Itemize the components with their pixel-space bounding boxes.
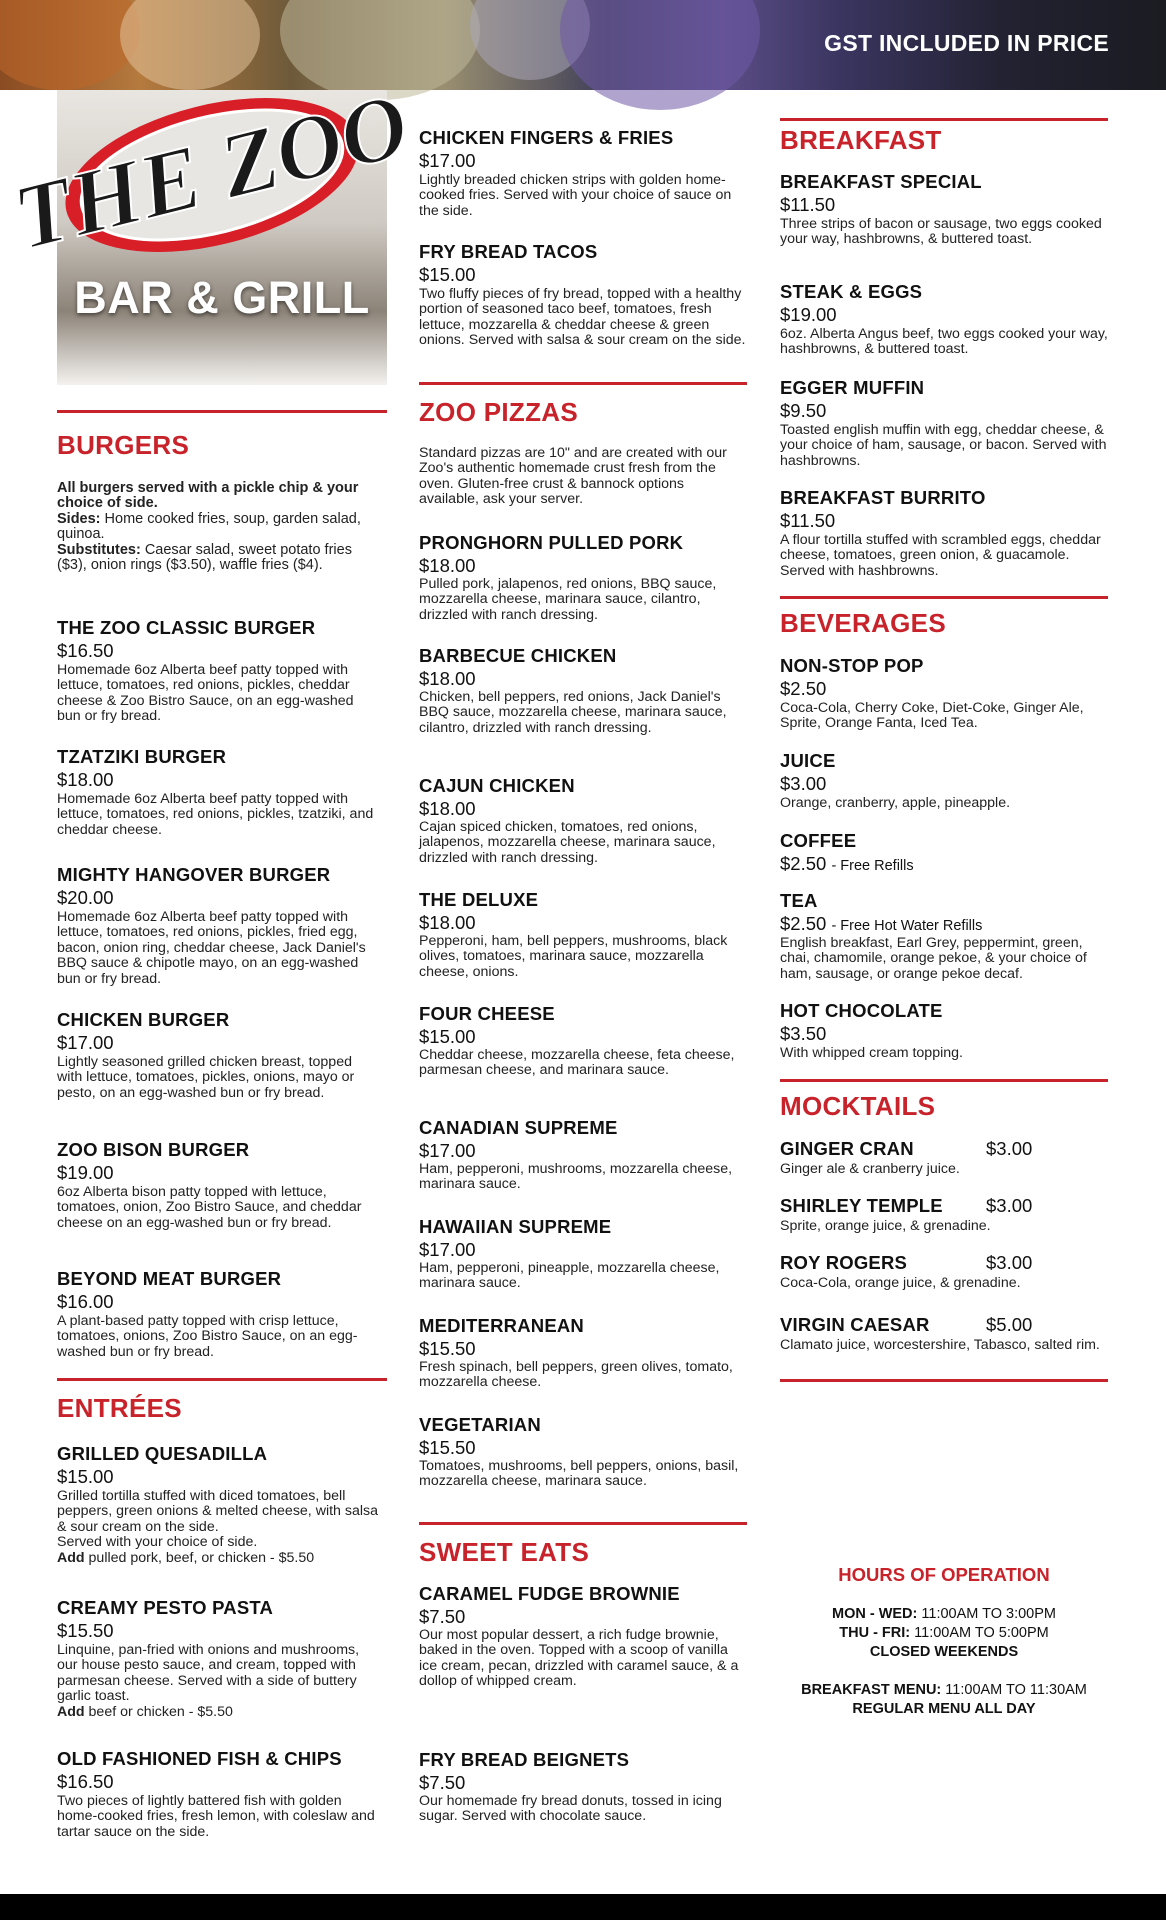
section-title-beverages: BEVERAGES: [780, 608, 946, 638]
menu-item-extra: Served with your choice of side.: [57, 1534, 258, 1551]
gst-note: GST INCLUDED IN PRICE: [824, 30, 1109, 56]
menu-item-desc: Clamato juice, worcestershire, Tabasco, salted rim.: [780, 1337, 1100, 1353]
footer-bar: [0, 1894, 1166, 1920]
menu-item-price: $17.00: [57, 1032, 114, 1053]
subs-label: Substitutes:: [57, 541, 141, 558]
menu-item-name: ZOO BISON BURGER: [57, 1139, 250, 1160]
menu-item-price: $17.00: [419, 1140, 476, 1161]
menu-item-desc: Our homemade fry bread donuts, tossed in icing sugar. Served with chocolate sauce.: [419, 1793, 722, 1825]
menu-item-price: $7.50: [419, 1606, 466, 1627]
logo-ring-graphic: [4, 73, 419, 270]
menu-item-name: VEGETARIAN: [419, 1414, 541, 1435]
menu-item-desc: Two pieces of lightly battered fish with golden home-cooked fries, fresh lemon, with coleslaw and tartar sauce on the side.: [57, 1793, 375, 1840]
menu-item-price: $11.50: [780, 510, 836, 531]
menu-item-desc: A plant-based patty topped with crisp lettuce, tomatoes, onions, Zoo Bistro Sauce, on an egg-washed bun or fry bread.: [57, 1313, 358, 1360]
menu-item-price: $3.00: [986, 1138, 1033, 1159]
menu-item-desc: Fresh spinach, bell peppers, green olives, tomato, mozzarella cheese.: [419, 1359, 733, 1391]
menu-item-name: FRY BREAD TACOS: [419, 241, 598, 262]
menu-item-desc: English breakfast, Earl Grey, peppermint, green, chai, chamomile, orange pekoe, & your choice of ham, sausage, or orange pekoe decaf.: [780, 935, 1087, 982]
menu-item-name: OLD FASHIONED FISH & CHIPS: [57, 1748, 342, 1769]
menu-item-desc: Cajan spiced chicken, tomatoes, red onions, jalapenos, mozzarella cheese, marinara sauce, drizzled with ranch dressing.: [419, 819, 716, 866]
hours-label: THU - FRI:: [839, 1625, 911, 1641]
menu-item-price: $15.00: [419, 264, 476, 285]
sides-label: Sides:: [57, 510, 101, 527]
menu-item-desc: Homemade 6oz Alberta beef patty topped with lettuce, tomatoes, red onions, pickles, tzatziki, and cheddar cheese.: [57, 791, 374, 838]
hours-value: 11:00AM TO 11:30AM: [945, 1682, 1087, 1698]
menu-item-price: $16.00: [57, 1291, 114, 1312]
menu-item-price: $17.00: [419, 150, 476, 171]
hours-weekends: CLOSED WEEKENDS: [869, 1644, 1019, 1660]
menu-item-price: $19.00: [780, 304, 837, 325]
menu-item-desc: Cheddar cheese, mozzarella cheese, feta cheese, parmesan cheese, and marinara sauce.: [419, 1047, 735, 1079]
menu-item-price: $3.00: [780, 773, 827, 794]
menu-item-price: $3.00: [986, 1195, 1033, 1216]
section-rule: [419, 382, 747, 385]
menu-item-price: $18.00: [57, 769, 114, 790]
menu-item-desc: Coca-Cola, orange juice, & grenadine.: [780, 1275, 1021, 1291]
menu-item-name: EGGER MUFFIN: [780, 377, 925, 398]
menu-item-desc: A flour tortilla stuffed with scrambled eggs, cheddar cheese, tomatoes, green onion, & guacamole. Served with hashbrowns.: [780, 532, 1101, 579]
menu-item-price: $19.00: [57, 1162, 114, 1183]
hours-value: 11:00AM TO 5:00PM: [914, 1625, 1049, 1641]
menu-item-price: $3.50: [780, 1023, 827, 1044]
menu-item-name: CARAMEL FUDGE BROWNIE: [419, 1583, 680, 1604]
menu-item-desc: Homemade 6oz Alberta beef patty topped with lettuce, tomatoes, red onions, pickles, fried egg, bacon, onion ring, cheddar cheese, Jack Daniel's BBQ sauce & chipotle mayo, on an egg-washed bun or fry bread.: [57, 909, 366, 987]
menu-item-price: $2.50: [780, 913, 827, 934]
menu-item-name: TZATZIKI BURGER: [57, 746, 227, 767]
add-text: pulled pork, beef, or chicken - $5.50: [88, 1549, 315, 1566]
menu-item-name: CANADIAN SUPREME: [419, 1117, 618, 1138]
menu-item-name: CAJUN CHICKEN: [419, 775, 575, 796]
menu-item-name: SHIRLEY TEMPLE: [780, 1195, 943, 1216]
menu-item-desc: Toasted english muffin with egg, cheddar cheese, & your choice of ham, sausage, or bacon. Served with hashbrowns.: [780, 422, 1107, 469]
section-rule: [57, 410, 387, 413]
menu-item-price: $3.00: [986, 1252, 1033, 1273]
menu-item-desc: Ginger ale & cranberry juice.: [780, 1161, 960, 1177]
menu-item-price: $11.50: [780, 194, 836, 215]
menu-item-price: $18.00: [419, 668, 476, 689]
menu-item-desc: Coca-Cola, Cherry Coke, Diet-Coke, Ginger Ale, Sprite, Orange Fanta, Iced Tea.: [780, 700, 1084, 732]
menu-item-name: NON-STOP POP: [780, 655, 924, 676]
menu-item-name: TEA: [780, 890, 818, 911]
pizzas-intro: Standard pizzas are 10" and are created with our Zoo's authentic homemade crust fresh from the oven. Gluten-free crust & bannock options available, ask your server.: [419, 445, 727, 508]
menu-item-name: HOT CHOCOLATE: [780, 1000, 943, 1021]
menu-item-price: $17.00: [419, 1239, 476, 1260]
add-label: Add: [57, 1703, 85, 1720]
menu-item-price: $18.00: [419, 798, 476, 819]
menu-item-name: COFFEE: [780, 830, 857, 851]
menu-item-name: FRY BREAD BEIGNETS: [419, 1749, 630, 1770]
subs-text: Caesar salad, sweet potato fries ($3), onion rings ($3.50), waffle fries ($4).: [57, 541, 352, 574]
menu-item-name: GRILLED QUESADILLA: [57, 1443, 268, 1464]
menu-item-price: $5.00: [986, 1314, 1033, 1335]
menu-item-price: $7.50: [419, 1772, 466, 1793]
menu-item-price: $20.00: [57, 887, 114, 908]
menu-item-desc: Lightly seasoned grilled chicken breast, topped with lettuce, tomatoes, pickles, onions, mayo or pesto, on an egg-washed bun or fry bread.: [57, 1054, 355, 1101]
menu-item-name: ROY ROGERS: [780, 1252, 908, 1273]
sides-text: Home cooked fries, soup, garden salad, quinoa.: [57, 510, 361, 543]
menu-item-name: GINGER CRAN: [780, 1138, 914, 1159]
menu-item-price: $9.50: [780, 400, 827, 421]
section-title-breakfast: BREAKFAST: [780, 125, 942, 155]
menu-item-desc: Sprite, orange juice, & grenadine.: [780, 1218, 991, 1234]
menu-item-desc: With whipped cream topping.: [780, 1045, 963, 1061]
menu-item-desc: Chicken, bell peppers, red onions, Jack Daniel's BBQ sauce, mozzarella cheese, marinara sauce, cilantro, drizzled with ranch dressing.: [419, 689, 727, 736]
menu-item-price: $18.00: [419, 912, 476, 933]
hours-label: BREAKFAST MENU:: [801, 1682, 942, 1698]
section-rule: [780, 1379, 1108, 1382]
menu-item-desc: Three strips of bacon or sausage, two eggs cooked your way, hashbrowns, & buttered toast.: [780, 216, 1102, 248]
menu-item-name: BARBECUE CHICKEN: [419, 645, 617, 666]
hours-label: MON - WED:: [831, 1606, 918, 1622]
add-label: Add: [57, 1549, 85, 1566]
menu-item-price: $15.50: [419, 1437, 476, 1458]
hours-value: 11:00AM TO 3:00PM: [921, 1606, 1056, 1622]
menu-item-name: THE ZOO CLASSIC BURGER: [57, 617, 316, 638]
menu-item-name: HAWAIIAN SUPREME: [419, 1216, 612, 1237]
section-rule: [780, 118, 1108, 121]
menu-item-desc: Linquine, pan-fried with onions and mushrooms, our house pesto sauce, and cream, topped with parmesan cheese. Served with a side of buttery garlic toast.: [57, 1642, 360, 1705]
menu-item-desc: Ham, pepperoni, mushrooms, mozzarella cheese, marinara sauce.: [419, 1161, 733, 1193]
menu-item-desc: Two fluffy pieces of fry bread, topped with a healthy portion of seasoned taco beef, tomatoes, fresh lettuce, mozzarella & cheddar cheese & green onions. Served with salsa & sour cream on the side.: [419, 286, 746, 349]
section-rule: [419, 1522, 747, 1525]
menu-item-name: VIRGIN CAESAR: [780, 1314, 930, 1335]
menu-item-name: BREAKFAST BURRITO: [780, 487, 986, 508]
menu-item-desc: Pepperoni, ham, bell peppers, mushrooms, black olives, tomatoes, marinara sauce, mozzarella cheese, onions.: [419, 933, 728, 980]
section-rule: [780, 1079, 1108, 1082]
menu-item-name: PRONGHORN PULLED PORK: [419, 532, 684, 553]
header-photo-banner: [0, 0, 1166, 90]
hours-regular: REGULAR MENU ALL DAY: [852, 1701, 1036, 1717]
menu-item-price: $16.50: [57, 1771, 114, 1792]
section-title-mocktails: MOCKTAILS: [780, 1091, 936, 1121]
menu-item-desc: Orange, cranberry, apple, pineapple.: [780, 795, 1011, 811]
section-rule: [57, 1378, 387, 1381]
menu-item-price: $15.00: [57, 1466, 114, 1487]
section-title-pizzas: ZOO PIZZAS: [419, 397, 578, 427]
menu-item-desc: Our most popular dessert, a rich fudge brownie, baked in the oven. Topped with a scoop of vanilla ice cream, pecan, drizzled with caramel sauce, & a dollop of whipped cream.: [419, 1627, 739, 1690]
menu-item-desc: Pulled pork, jalapenos, red onions, BBQ sauce, mozzarella cheese, marinara sauce, cilantro, drizzled with ranch dressing.: [419, 576, 717, 623]
menu-item-name: THE DELUXE: [419, 889, 539, 910]
menu-item-name: BEYOND MEAT BURGER: [57, 1268, 282, 1289]
hours-title: HOURS OF OPERATION: [838, 1564, 1050, 1585]
burgers-intro: All burgers served with a pickle chip & your choice of side.: [57, 480, 359, 512]
menu-item-price: $15.50: [419, 1338, 476, 1359]
section-rule: [780, 596, 1108, 599]
menu-item-name: FOUR CHEESE: [419, 1003, 555, 1024]
menu-item-price: $15.00: [419, 1026, 476, 1047]
price-note: - Free Hot Water Refills: [831, 918, 983, 934]
logo-brand-text: THE ZOO: [4, 73, 419, 270]
menu-item-desc: Grilled tortilla stuffed with diced tomatoes, bell peppers, green onions & melted cheese, with salsa & sour cream on the side.: [57, 1488, 378, 1535]
menu-item-price: $2.50: [780, 853, 827, 874]
section-title-sweets: SWEET EATS: [419, 1537, 590, 1567]
menu-item-name: CHICKEN FINGERS & FRIES: [419, 127, 674, 148]
logo: [4, 73, 419, 385]
section-title-burgers: BURGERS: [57, 430, 190, 460]
menu-item-price: $2.50: [780, 678, 827, 699]
add-text: beef or chicken - $5.50: [88, 1703, 233, 1720]
menu-item-name: MEDITERRANEAN: [419, 1315, 584, 1336]
menu-item-desc: 6oz Alberta bison patty topped with lettuce, tomatoes, onion, Zoo Bistro Sauce, and cheddar cheese on an egg-washed bun or fry bread.: [57, 1184, 362, 1231]
menu-item-price: $15.50: [57, 1620, 114, 1641]
logo-subtitle: BAR & GRILL: [74, 272, 370, 323]
menu-item-desc: Homemade 6oz Alberta beef patty topped with lettuce, tomatoes, red onions, pickles, cheddar cheese & Zoo Bistro Sauce, on an egg-washed bun or fry bread.: [57, 662, 354, 725]
menu-item-desc: 6oz. Alberta Angus beef, two eggs cooked your way, hashbrowns, & buttered toast.: [780, 326, 1108, 358]
section-title-entrees: ENTRÉES: [57, 1393, 182, 1423]
menu-item-desc: Tomatoes, mushrooms, bell peppers, onions, basil, mozzarella cheese, marinara sauce.: [419, 1458, 739, 1490]
menu-item-name: JUICE: [780, 750, 836, 771]
menu-item-desc: Lightly breaded chicken strips with golden home-cooked fries. Served with your choice of sauce on the side.: [419, 172, 732, 219]
menu-item-name: BREAKFAST SPECIAL: [780, 171, 982, 192]
menu-item-desc: Ham, pepperoni, pineapple, mozzarella cheese, marinara sauce.: [419, 1260, 720, 1292]
price-note: - Free Refills: [831, 858, 914, 874]
menu-item-price: $16.50: [57, 640, 114, 661]
menu-item-name: MIGHTY HANGOVER BURGER: [57, 864, 331, 885]
menu-item-name: CREAMY PESTO PASTA: [57, 1597, 274, 1618]
menu-item-name: STEAK & EGGS: [780, 281, 923, 302]
menu-item-price: $18.00: [419, 555, 476, 576]
menu-item-name: CHICKEN BURGER: [57, 1009, 230, 1030]
